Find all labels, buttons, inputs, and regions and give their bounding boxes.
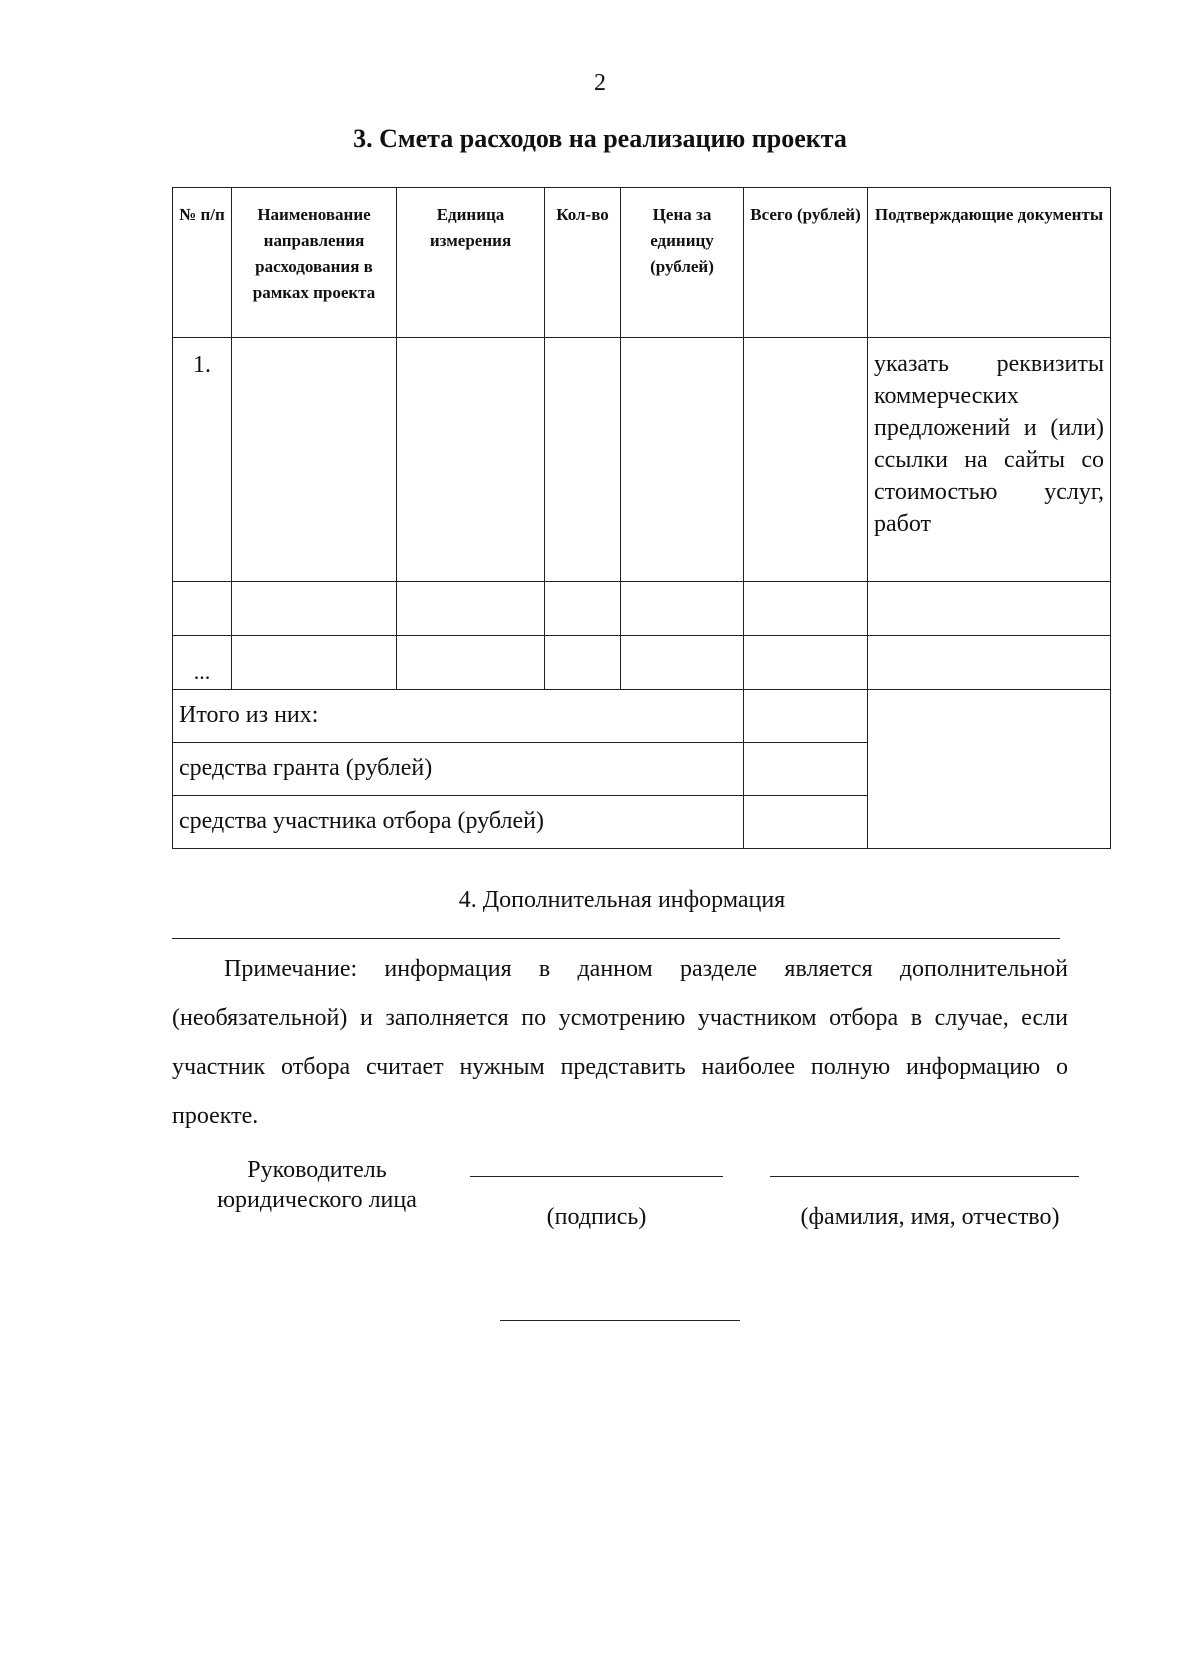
empty-cell [744,636,868,690]
participant-value-cell [744,796,868,849]
total-row [173,690,1111,743]
header-qty: Кол-во [545,188,621,338]
header-docs: Подтверждающие документы [868,188,1111,338]
empty-cell [744,582,868,636]
empty-cell [545,636,621,690]
grant-value-cell [744,743,868,796]
empty-cell [232,636,397,690]
header-unit: Единица измерения [397,188,545,338]
table-row [173,582,1111,636]
signature-line [470,1176,723,1177]
section-3-title: 3. Смета расходов на реализацию проекта [353,124,847,153]
empty-cell [868,582,1111,636]
signatory-title-line1: Руководитель [247,1157,387,1183]
grant-label: средства гранта (рублей) [173,743,744,796]
empty-cell [397,582,545,636]
empty-cell [621,636,744,690]
empty-cell [545,582,621,636]
docs-instruction: указать реквизиты коммерческих предложений и (или) ссылки на сайты со стоимостью услуг, работ [868,338,1111,582]
total-value-cell [744,690,868,743]
cost-estimate-table [172,187,1111,849]
name-line [770,1176,1079,1177]
section-4-note: Примечание: информация в данном разделе является дополнительной (необязательной) и заполняется по усмотрению участником отбора в случае, если участник отбора считает нужным представить наиболее полную информацию о проекте. [172,956,1068,1129]
table-row [173,636,1111,690]
header-num: № п/п [173,188,232,338]
empty-cell [545,338,621,582]
total-label: Итого из них: [173,690,744,743]
empty-cell [744,338,868,582]
closing-rule [500,1320,740,1321]
row-number [173,582,232,636]
empty-cell [232,338,397,582]
header-price: Цена за единицу (рублей) [621,188,744,338]
signatory-title [172,1155,462,1215]
row-number: 1. [173,338,232,582]
empty-cell [397,636,545,690]
row-number: ... [173,636,232,690]
participant-label: средства участника отбора (рублей) [173,796,744,849]
empty-cell [397,338,545,582]
section-4-title: 4. Дополнительная информация [458,887,786,913]
empty-cell [868,636,1111,690]
table-row [173,338,1111,582]
empty-cell [621,338,744,582]
empty-cell [621,582,744,636]
header-total: Всего (рублей) [744,188,868,338]
page-number: 2 [594,70,606,96]
section-4-rule [172,938,1060,939]
name-caption: (фамилия, имя, отчество) [800,1204,1060,1230]
signatory-title-line2: юридического лица [217,1187,417,1213]
empty-cell [232,582,397,636]
table-header-row [173,188,1111,338]
signature-caption: (подпись) [546,1204,647,1230]
totals-docs-cell [868,690,1111,849]
header-direction: Наименование направления расходования в рамках проекта [232,188,397,338]
